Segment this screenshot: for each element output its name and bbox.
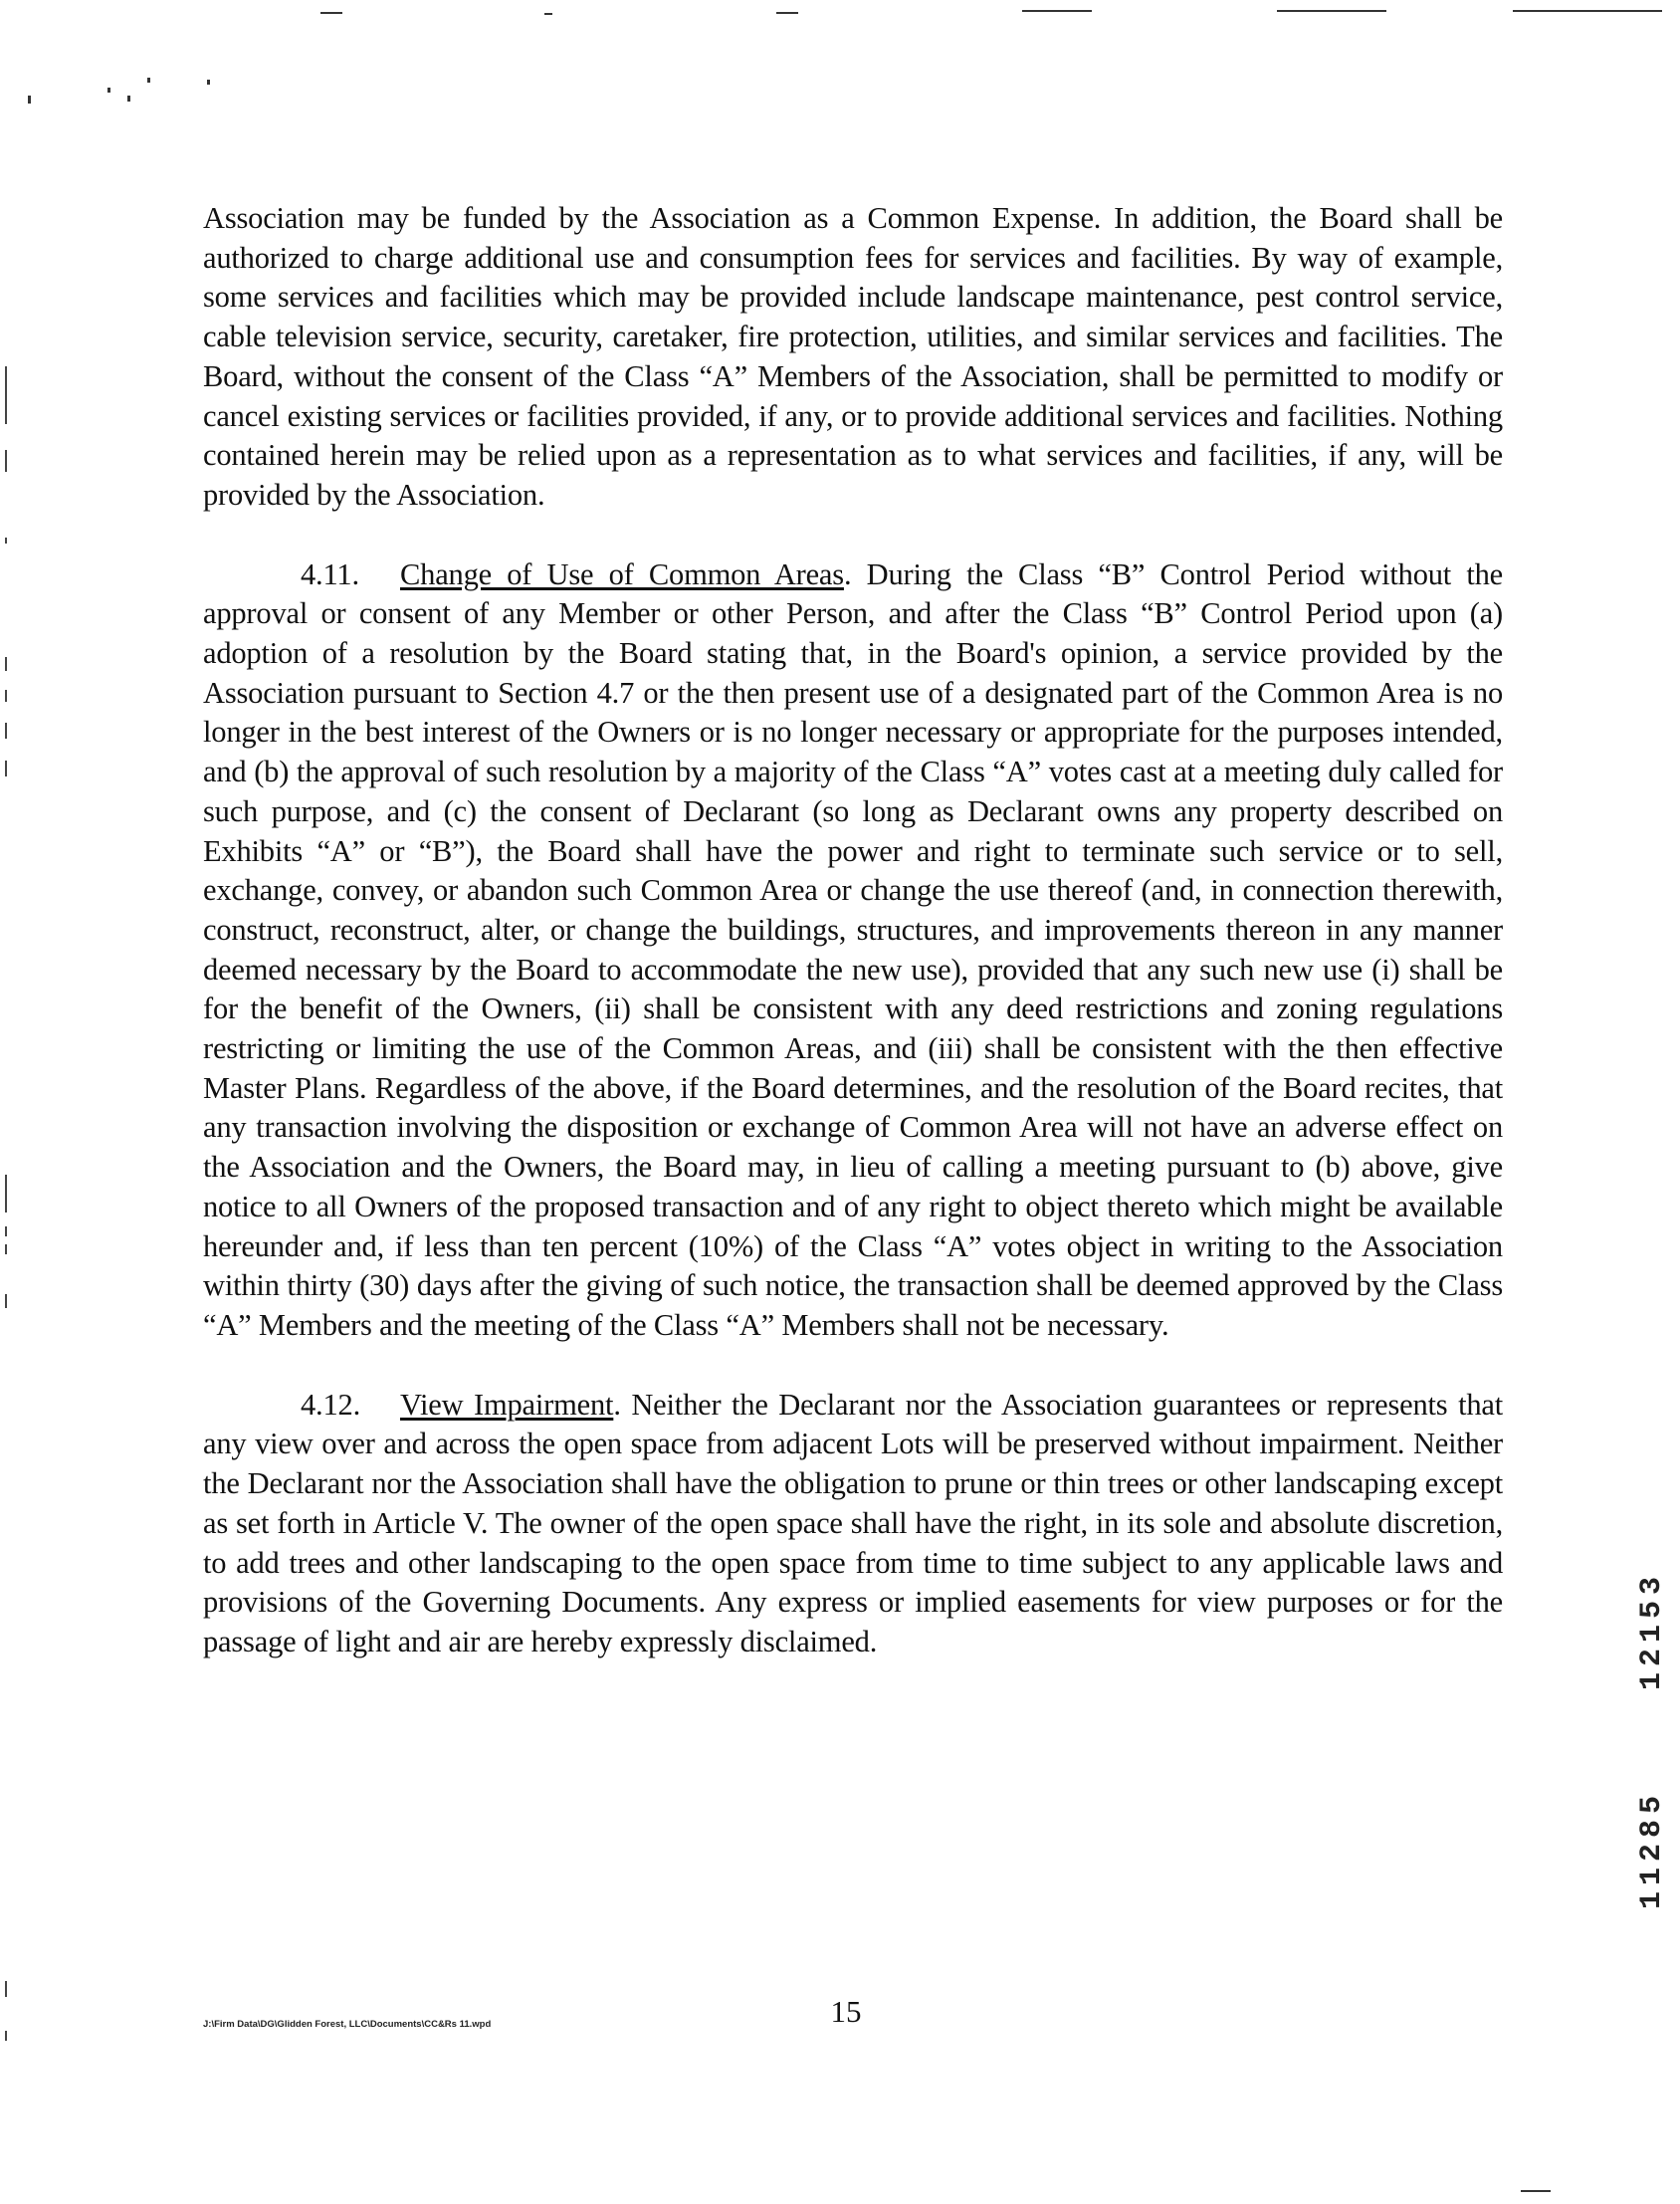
scan-artifact-margin-line <box>5 690 7 702</box>
scan-artifact-dot <box>107 88 110 93</box>
document-body <box>203 199 1503 1662</box>
scan-artifact-dot <box>127 96 130 102</box>
scan-artifact-line <box>1521 2190 1551 2192</box>
recording-stamp-upper: 12153 <box>1635 1571 1669 1691</box>
section-text: . During the Class “B” Control Period without the approval or consent of any Member or other Person, and after the Class “B” Control Period upon (a) adoption of a resolution by the Board stating that, in the Board's opinion, a service provided by the Association pursuant to Section 4.7 or the then present use of a designated part of the Common Area is no longer in the best interest of the Owners or is no longer necessary or appropriate for the purposes intended, and (b) the approval of such resolution by a majority of the Class “A” votes cast at a meeting duly called for such purpose, and (c) the consent of Declarant (so long as Declarant owns any property described on Exhibits “A” or “B”), the Board shall have the power and right to terminate such service or to sell, exchange, convey, or abandon such Common Area or change the use thereof (and, in connection therewith, construct, reconstruct, alter, or change the buildings, structures, and improvements thereon in any manner deemed necessary by the Board to accommodate the new use), provided that any such new use (i) shall be for the benefit of the Owners, (ii) shall be consistent with any deed restrictions and zoning regulations restricting or limiting the use of the Common Areas, and (iii) shall be consistent with the then effective Master Plans. Regardless of the above, if the Board determines, and the resolution of the Board recites, that any transaction involving the disposition or exchange of Common Area will not have an adverse effect on the Association and the Owners, the Board may, in lieu of calling a meeting pursuant to (b) above, give notice to all Owners of the proposed transaction and of any right to object thereto which might be available hereunder and, if less than ten percent (10%) of the Class “A” votes object in writing to the Association within thirty (30) days after the giving of such notice, the transaction shall be deemed approved by the Class “A” Members and the meeting of the Class “A” Members shall not be necessary. <box>203 556 1503 1342</box>
paragraph-services-continued <box>203 199 1503 516</box>
scan-artifact-margin-line <box>5 1244 7 1254</box>
scan-artifact-line <box>776 12 798 14</box>
paragraph-text: Association may be funded by the Association as a Common Expense. In addition, the Board shall be authorized to charge additional use and consumption fees for services and facilities. By way of example, some services and facilities which may be provided include landscape maintenance, pest control service, cable television service, security, caretaker, fire protection, utilities, and similar services and facilities. The Board, without the consent of the Class “A” Members of the Association, shall be permitted to modify or cancel existing services or facilities provided, if any, or to provide additional services and facilities. Nothing contained herein may be relied upon as a representation as to what services and facilities, if any, will be provided by the Association. <box>203 201 1503 512</box>
footer-file-path: J:\Firm Data\DG\Glidden Forest, LLC\Documents\CC&Rs 11.wpd <box>203 2019 492 2030</box>
scan-artifact-line <box>320 12 342 14</box>
scan-artifact-margin-line <box>5 2031 7 2041</box>
scan-artifact-margin-line <box>5 450 7 472</box>
scan-artifact-line <box>1277 10 1386 12</box>
scan-artifact-line <box>1022 10 1092 12</box>
scan-artifact-dot <box>147 78 150 83</box>
section-heading: Change of Use of Common Areas <box>400 556 844 591</box>
section-number: 4.11. <box>301 556 359 591</box>
scan-artifact-margin-line <box>5 1981 7 1997</box>
page-number: 15 <box>830 1994 862 2029</box>
section-4-12 <box>203 1386 1503 1662</box>
recording-stamp-lower: 11285 <box>1635 1790 1669 1910</box>
section-4-11 <box>203 555 1503 1346</box>
section-heading: View Impairment <box>400 1387 614 1422</box>
scan-artifact-margin-line <box>5 1175 7 1212</box>
section-number: 4.12. <box>301 1387 361 1422</box>
scan-artifact-margin-line <box>5 1226 7 1236</box>
scan-artifact-dot <box>207 80 210 85</box>
scan-artifact-line <box>1513 10 1662 12</box>
scan-artifact-margin-line <box>5 761 7 776</box>
scan-artifact-margin-line <box>5 1294 7 1308</box>
scan-artifact-margin-line <box>5 366 7 424</box>
section-text: . Neither the Declarant nor the Association guarantees or represents that any view over and across the open space from adjacent Lots will be preserved without impairment. Neither the Declarant nor the Association shall have the obligation to prune or thin trees or other landscaping except as set forth in Article V. The owner of the open space shall have the right, in its sole and absolute discretion, to add trees and other landscaping to the open space from time to time subject to any applicable laws and provisions of the Governing Documents. Any express or implied easements for view purposes or for the passage of light and air are hereby expressly disclaimed. <box>203 1387 1504 1658</box>
scan-artifact-margin-line <box>5 538 7 544</box>
scan-artifact-dot <box>28 96 31 104</box>
scan-artifact-line <box>544 13 552 15</box>
scan-artifact-margin-line <box>5 657 7 671</box>
scan-artifact-margin-line <box>5 723 7 739</box>
